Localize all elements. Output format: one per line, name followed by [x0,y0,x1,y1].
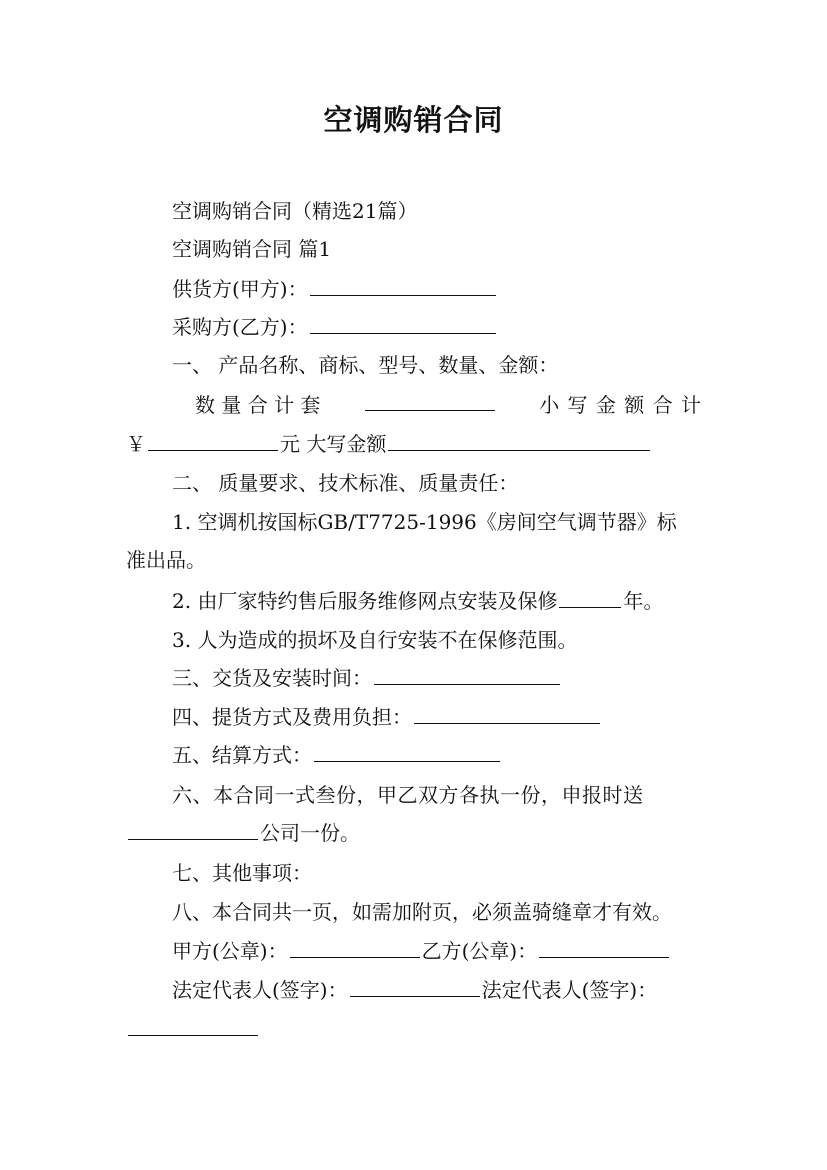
settlement-label: 五、结算方式： [172,743,312,767]
pickup-label: 四、提货方式及费用负担： [172,705,412,729]
party-b-seal-blank [539,939,669,958]
clause-6-line: 六、本合同一式叁份，甲乙双方各执一份，申报时送 [172,783,644,807]
clause-2-item-3: 3. 人为造成的损坏及自行安装不在保修范围。 [172,628,578,652]
party-b-seal-label: 乙方(公章)： [421,939,538,963]
subtitle-line: 空调购销合同（精选21篇） [172,199,418,223]
signature-line [172,977,657,1003]
delivery-label: 三、交货及安装时间： [172,666,372,690]
party-a-seal-blank [290,939,420,958]
clause-4-line [172,704,602,730]
settlement-blank [314,743,500,762]
company-blank [128,821,258,840]
clause-1-heading: 一、 产品名称、商标、型号、数量、金额： [172,353,559,377]
warranty-text: 2. 由厂家特约售后服务维修网点安装及保修 [172,589,558,613]
buyer-blank [310,315,496,334]
amount-label: 小 写 金 额 合 计 [539,393,702,417]
currency-symbol: ￥ [126,432,146,456]
buyer-label: 采购方(乙方)： [172,315,308,339]
amount-line [126,431,652,457]
clause-7-line: 七、其他事项： [172,861,312,885]
pickup-blank [414,705,600,724]
section-heading: 空调购销合同 篇1 [172,237,332,261]
supplier-label: 供货方(甲方)： [172,277,308,301]
supplier-line [172,276,498,302]
delivery-blank [374,666,560,685]
company-text: 公司一份。 [260,821,360,845]
party-a-rep-blank [350,978,480,997]
seal-line [172,938,671,964]
clause-2-heading: 二、 质量要求、技术标准、质量责任： [172,471,519,495]
party-b-rep-blank [128,1017,258,1036]
document-title: 空调购销合同 [323,103,504,137]
warranty-years-blank [559,589,621,608]
buyer-line [172,314,498,340]
quantity-line [195,392,702,418]
party-a-seal-label: 甲方(公章)： [172,939,288,963]
party-b-rep-label: 法定代表人(签字)： [481,978,658,1002]
amount-blank [148,432,278,451]
amount-words-label: 元 大写金额 [280,432,387,456]
clause-2-item-1: 1. 空调机按国标GB/T7725-1996《房间空气调节器》标 [172,510,677,534]
supplier-blank [310,277,496,296]
clause-2-item-1-cont: 准出品。 [126,548,206,572]
quantity-blank [365,392,495,411]
signature-cont [126,1016,260,1042]
clause-8-line: 八、本合同共一页，如需加附页，必须盖骑缝章才有效。 [172,900,672,924]
clause-6-cont [126,820,360,846]
amount-words-blank [388,432,650,451]
quantity-label: 数 量 合 计 套 [195,393,321,417]
party-a-rep-label: 法定代表人(签字)： [172,978,348,1002]
clause-5-line [172,742,502,768]
warranty-unit: 年。 [623,589,664,613]
clause-3-line [172,665,562,691]
clause-2-item-2 [172,588,663,614]
